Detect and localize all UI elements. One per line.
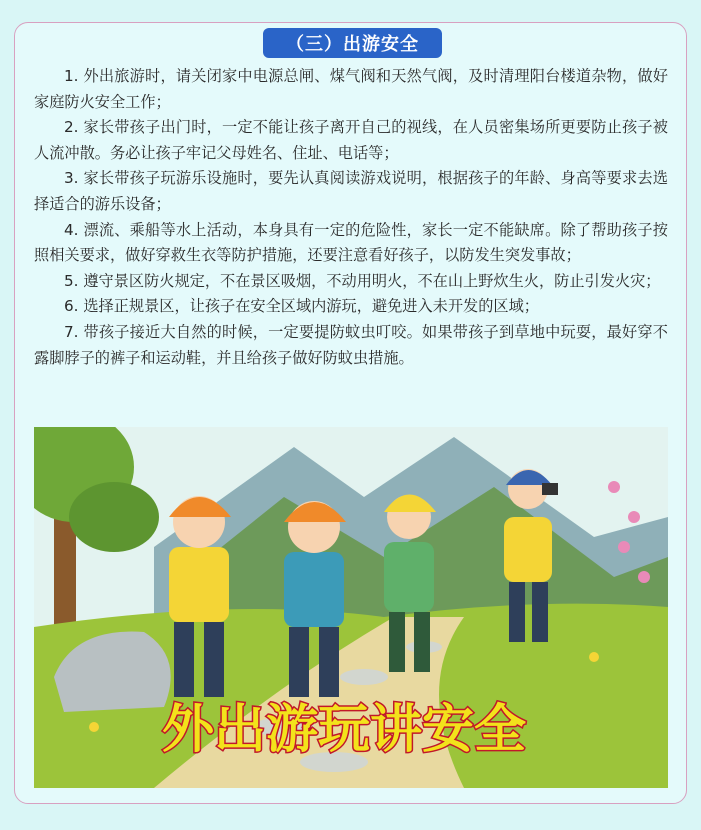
paragraph-6: 6. 选择正规景区，让孩子在安全区域内游玩，避免进入未开发的区域；	[64, 297, 539, 316]
paragraph-5: 5. 遵守景区防火规定，不在景区吸烟，不动用明火，不在山上野炊生火，防止引发火灾；	[64, 271, 661, 290]
hiking-illustration	[34, 427, 668, 788]
section-title: （三）出游安全	[263, 28, 442, 58]
illustration-caption: 外出游玩讲安全	[161, 700, 527, 760]
paragraph-2: 2. 家长带孩子出门时，一定不能让孩子离开自己的视线，在人员密集场所更要防止孩子被人流冲散。务必让孩子牢记父母姓名、住址、电话等；	[34, 118, 668, 162]
paragraph-7: 7. 带孩子接近大自然的时候，一定要提防蚊虫叮咬。如果带孩子到草地中玩耍，最好穿不露脚脖子的裤子和运动鞋，并且给孩子做好防蚊虫措施。	[34, 322, 668, 367]
paragraph-4: 4. 漂流、乘船等水上活动，本身具有一定的危险性，家长一定不能缺席。除了帮助孩子按照相关要求，做好穿救生衣等防护措施，还要注意看好孩子，以防发生突发事故；	[34, 220, 668, 265]
paragraph-3: 3. 家长带孩子玩游乐设施时，要先认真阅读游戏说明，根据孩子的年龄、身高等要求去选择适合的游乐设备；	[34, 169, 668, 213]
article-body	[34, 64, 668, 371]
paragraph-1: 1. 外出旅游时，请关闭家中电源总闸、煤气阀和天然气阀，及时清理阳台楼道杂物，做好家庭防火安全工作；	[34, 67, 668, 111]
